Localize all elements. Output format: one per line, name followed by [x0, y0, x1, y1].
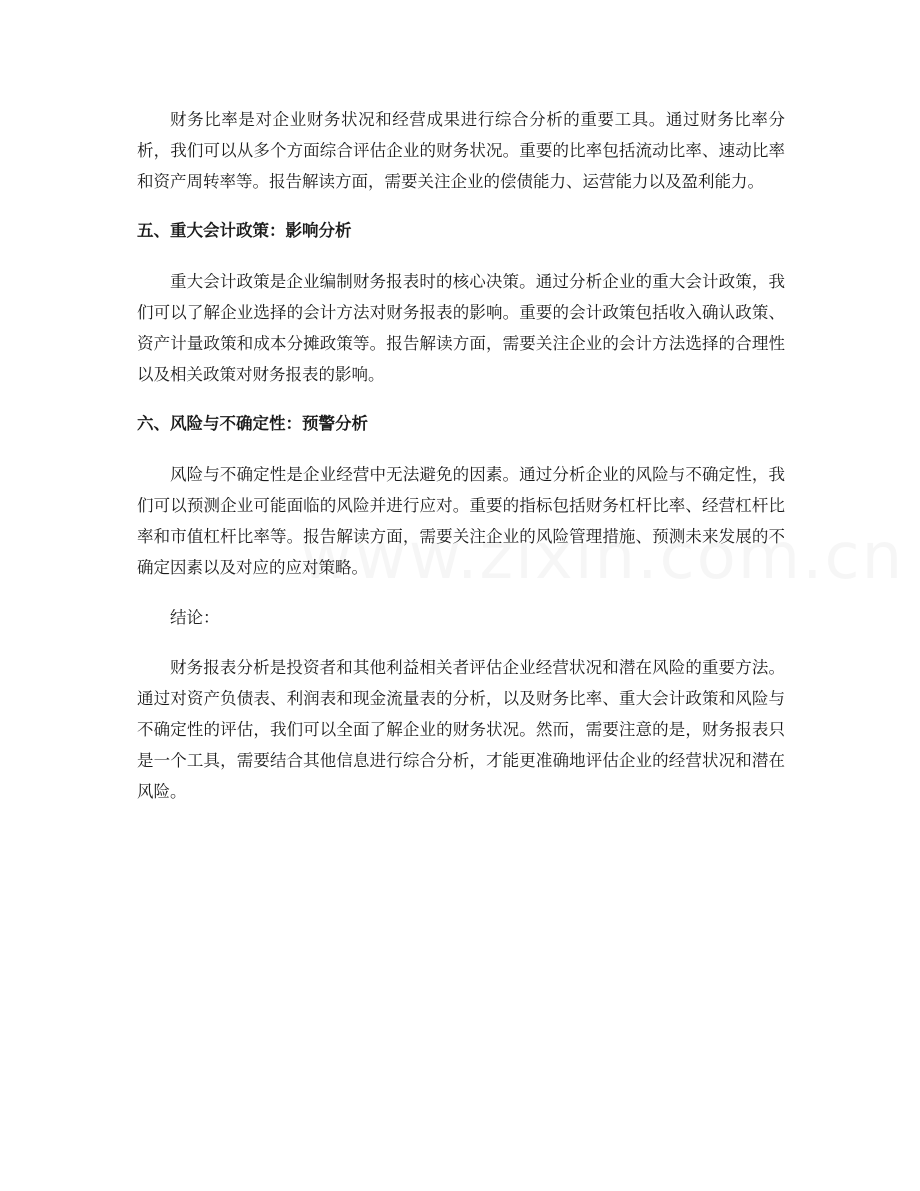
paragraph-financial-ratio: 财务比率是对企业财务状况和经营成果进行综合分析的重要工具。通过财务比率分析，我们可以从多个方面综合评估企业的财务状况。重要的比率包括流动比率、速动比率和资产周转率等。报告解读方面，需要关注企业的偿债能力、运营能力以及盈利能力。 — [137, 110, 785, 191]
paragraph-accounting-policy: 重大会计政策是企业编制财务报表时的核心决策。通过分析企业的重大会计政策，我们可以了解企业选择的会计方法对财务报表的影响。重要的会计政策包括收入确认政策、资产计量政策和成本分摊政策等。报告解读方面，需要关注企业的会计方法选择的合理性以及相关政策对财务报表的影响。 — [137, 272, 785, 384]
section-heading-risk: 六、风险与不确定性：预警分析 — [137, 414, 368, 433]
document-body — [137, 104, 785, 807]
conclusion-label: 结论： — [170, 608, 220, 627]
paragraph-risk: 风险与不确定性是企业经营中无法避免的因素。通过分析企业的风险与不确定性，我们可以预测企业可能面临的风险并进行应对。重要的指标包括财务杠杆比率、经营杠杆比率和市值杠杆比率等。报告解读方面，需要关注企业的风险管理措施、预测未来发展的不确定因素以及对应的应对策略。 — [137, 465, 785, 577]
section-heading-accounting-policy: 五、重大会计政策：影响分析 — [137, 221, 352, 240]
paragraph-conclusion: 财务报表分析是投资者和其他利益相关者评估企业经营状况和潜在风险的重要方法。通过对资产负债表、利润表和现金流量表的分析，以及财务比率、重大会计政策和风险与不确定性的评估，我们可以全面了解企业的财务状况。然而，需要注意的是，财务报表只是一个工具，需要结合其他信息进行综合分析，才能更准确地评估企业的经营状况和潜在风险。 — [137, 658, 785, 801]
